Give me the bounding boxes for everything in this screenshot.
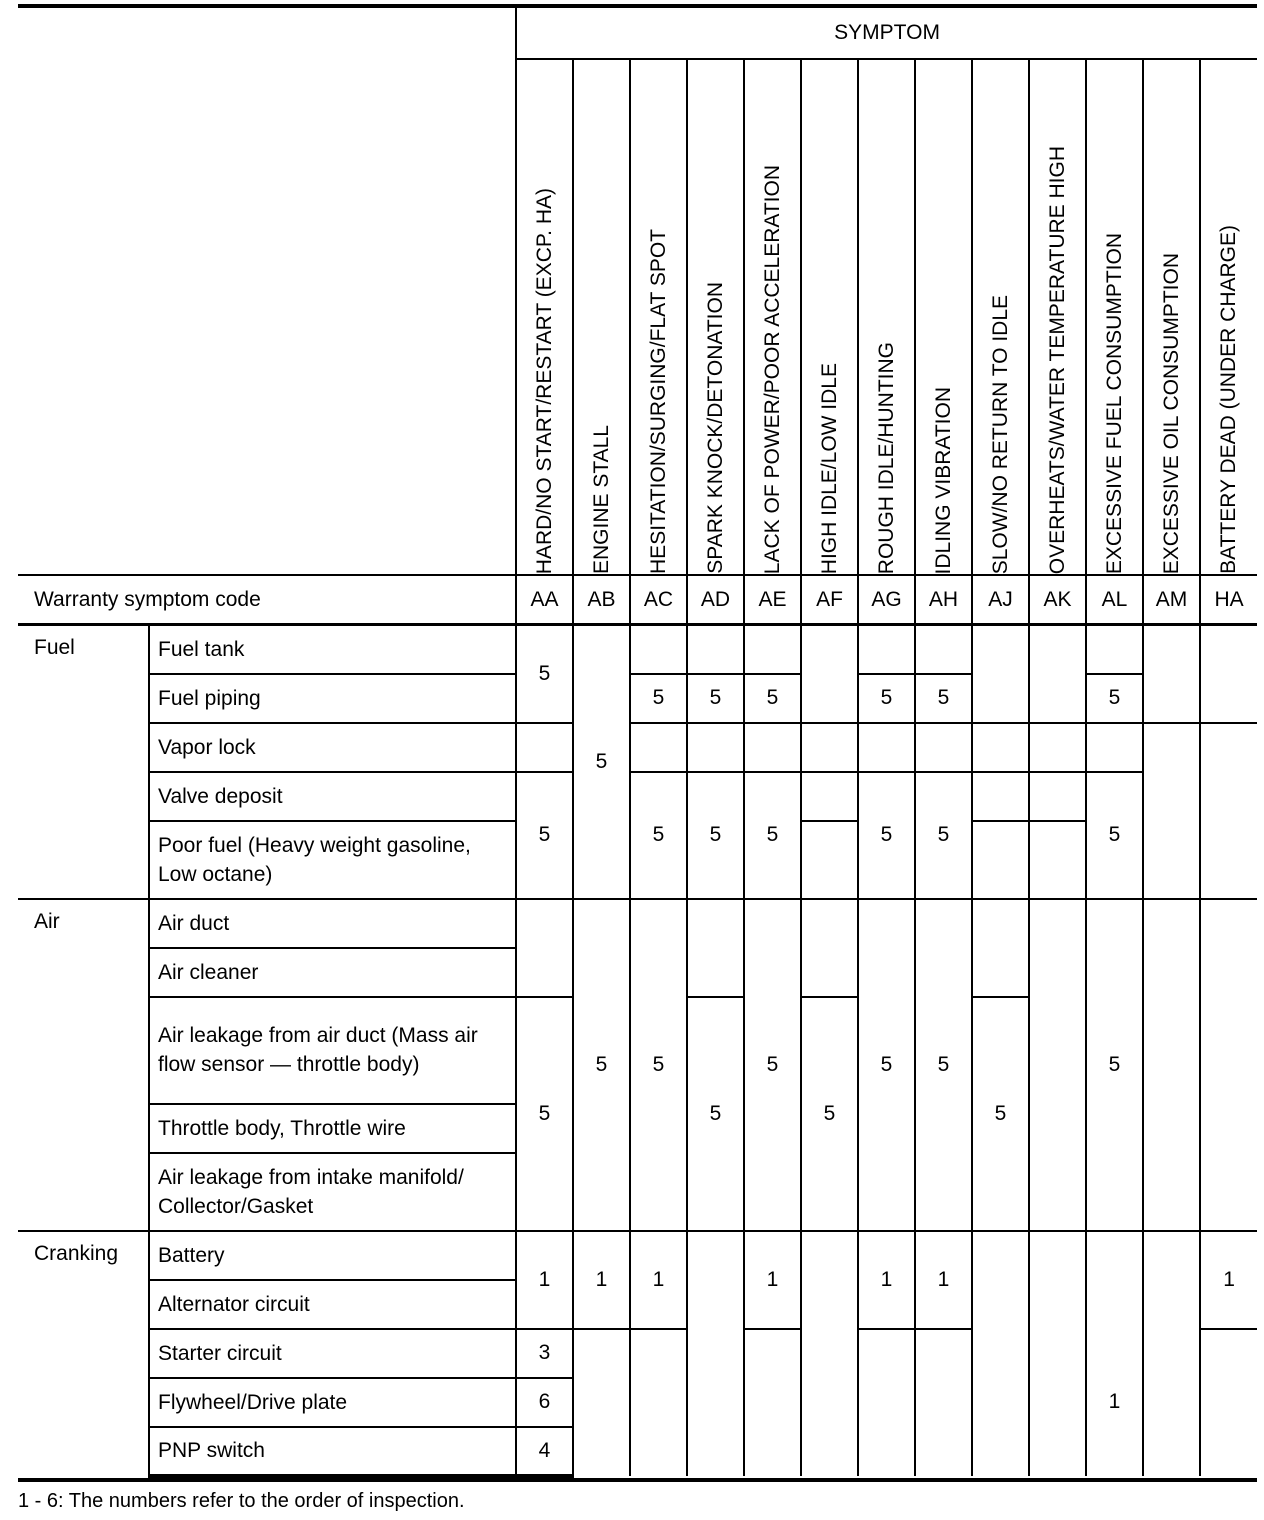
table-cell (1143, 625, 1200, 723)
table-cell (1029, 723, 1086, 772)
symptom-code: AF (801, 575, 858, 625)
table-cell (744, 625, 801, 674)
symptom-header: HARD/NO START/RESTART (EXCP. HA) (516, 59, 573, 575)
table-cell (1029, 625, 1086, 723)
table-cell: 1 (1086, 1329, 1143, 1476)
table-cell: 5 (516, 997, 573, 1231)
group-label-air: Air (18, 899, 149, 1231)
table-cell: 5 (801, 997, 858, 1231)
table-cell (687, 899, 744, 997)
table-cell (801, 1231, 858, 1476)
table-cell: 1 (858, 1231, 915, 1329)
table-cell (744, 1329, 801, 1476)
table-cell: 6 (516, 1378, 573, 1427)
table-cell (801, 772, 858, 821)
symptom-header: HESITATION/SURGING/FLAT SPOT (630, 59, 687, 575)
table-cell (972, 625, 1029, 723)
table-cell (744, 723, 801, 772)
table-cell (1200, 625, 1257, 723)
table-cell (1200, 1329, 1257, 1476)
table-cell (516, 723, 573, 772)
symptom-matrix-table (18, 4, 1257, 1482)
table-cell (1200, 723, 1257, 899)
table-row-label: Starter circuit (149, 1329, 516, 1378)
table-cell: 5 (915, 772, 972, 899)
table-cell: 5 (687, 674, 744, 723)
table-cell (516, 899, 573, 997)
symptom-code: AB (573, 575, 630, 625)
group-label-fuel: Fuel (34, 636, 75, 659)
table-cell (972, 821, 1029, 899)
symptom-header: EXCESSIVE OIL CONSUMPTION (1143, 59, 1200, 575)
table-cell (858, 625, 915, 674)
table-cell: 5 (630, 899, 687, 1231)
symptom-code: AE (744, 575, 801, 625)
table-cell (630, 625, 687, 674)
table-cell: 5 (1086, 772, 1143, 899)
table-cell: 5 (630, 772, 687, 899)
table-cell (858, 723, 915, 772)
table-cell: 1 (516, 1231, 573, 1329)
table-row-label: Air leakage from intake manifold/ Collector/Gasket (149, 1153, 516, 1231)
blank-corner (18, 6, 516, 575)
table-cell: 1 (915, 1231, 972, 1329)
table-row-label: Battery (149, 1231, 516, 1280)
table-cell (972, 772, 1029, 821)
table-cell: 5 (858, 772, 915, 899)
table-cell: 1 (1200, 1231, 1257, 1329)
symptom-header: OVERHEATS/WATER TEMPERATURE HIGH (1029, 59, 1086, 575)
table-cell (1143, 723, 1200, 899)
table-row-label: PNP switch (149, 1427, 516, 1476)
table-row-label: Air leakage from air duct (Mass air flow sensor — throttle body) (149, 997, 516, 1104)
table-cell (1029, 899, 1086, 1231)
table-cell (801, 899, 858, 997)
table-cell: 1 (573, 1231, 630, 1329)
table-cell (687, 1231, 744, 1476)
table-cell: 5 (915, 899, 972, 1231)
symptom-code: AL (1086, 575, 1143, 625)
table-cell (1029, 821, 1086, 899)
table-row-label: Air duct (149, 899, 516, 948)
table-cell (1086, 723, 1143, 772)
table-cell: 5 (744, 772, 801, 899)
table-cell: 5 (630, 674, 687, 723)
table-cell (630, 1329, 687, 1476)
table-row-label: Valve deposit (149, 772, 516, 821)
symptom-code: AC (630, 575, 687, 625)
symptom-code: AK (1029, 575, 1086, 625)
table-cell (915, 625, 972, 674)
table-cell (573, 1329, 630, 1476)
table-cell (1029, 1231, 1086, 1476)
group-label-cranking: Cranking (18, 1231, 149, 1476)
table-row-label: Vapor lock (149, 723, 516, 772)
symptom-header: SLOW/NO RETURN TO IDLE (972, 59, 1029, 575)
table-cell: 5 (972, 997, 1029, 1231)
table-cell: 5 (516, 772, 573, 899)
table-cell (801, 625, 858, 723)
table-cell (915, 723, 972, 772)
footnote: 1 - 6: The numbers refer to the order of inspection. (18, 1490, 465, 1512)
symptom-code: AG (858, 575, 915, 625)
table-cell (687, 625, 744, 674)
symptom-code: AM (1143, 575, 1200, 625)
warranty-code-label: Warranty symptom code (18, 575, 516, 625)
table-row-label: Fuel piping (149, 674, 516, 723)
table-cell (801, 723, 858, 772)
table-cell (801, 821, 858, 899)
table-cell: 5 (573, 899, 630, 1231)
table-cell: 1 (630, 1231, 687, 1329)
table-cell: 5 (1086, 899, 1143, 1231)
symptom-header: SPARK KNOCK/DETONATION (687, 59, 744, 575)
symptom-header: IDLING VIBRATION (915, 59, 972, 575)
table-cell: 5 (858, 674, 915, 723)
table-row-label: Flywheel/Drive plate (149, 1378, 516, 1427)
table-cell: 5 (744, 899, 801, 1231)
symptom-header: EXCESSIVE FUEL CONSUMPTION (1086, 59, 1143, 575)
table-cell: 5 (858, 899, 915, 1231)
table-cell: 5 (687, 772, 744, 899)
table-cell: 5 (687, 997, 744, 1231)
table-cell: 4 (516, 1427, 573, 1476)
table-row-label: Poor fuel (Heavy weight gasoline, Low octane) (149, 821, 516, 899)
table-cell: 5 (915, 674, 972, 723)
table-cell (1143, 899, 1200, 1231)
table-row-label: Air cleaner (149, 948, 516, 997)
table-cell (1143, 1231, 1200, 1476)
symptom-header: ENGINE STALL (573, 59, 630, 575)
table-cell (687, 723, 744, 772)
table-cell: 3 (516, 1329, 573, 1378)
table-cell: 5 (744, 674, 801, 723)
symptom-header: BATTERY DEAD (UNDER CHARGE) (1200, 59, 1257, 575)
table-row-label: Alternator circuit (149, 1280, 516, 1329)
table-cell (972, 899, 1029, 997)
table-cell (972, 723, 1029, 772)
table-cell: 5 (516, 625, 573, 723)
symptom-code: AA (516, 575, 573, 625)
symptom-title: SYMPTOM (516, 6, 1257, 59)
table-cell (972, 1231, 1029, 1476)
table-cell (1086, 625, 1143, 674)
table-cell (630, 723, 687, 772)
table-cell (915, 1329, 972, 1476)
table-cell (1086, 1231, 1143, 1329)
symptom-code: HA (1200, 575, 1257, 625)
symptom-header: ROUGH IDLE/HUNTING (858, 59, 915, 575)
table-cell (1200, 899, 1257, 1231)
table-row-label: Fuel tank (149, 625, 516, 674)
table-bottom-rule (18, 1476, 1257, 1480)
symptom-header: HIGH IDLE/LOW IDLE (801, 59, 858, 575)
table-cell: 5 (1086, 674, 1143, 723)
table-cell (858, 1329, 915, 1476)
symptom-code: AH (915, 575, 972, 625)
table-row-label: Throttle body, Throttle wire (149, 1104, 516, 1153)
symptom-header: LACK OF POWER/POOR ACCELERATION (744, 59, 801, 575)
symptom-code: AD (687, 575, 744, 625)
table-cell: 5 (573, 625, 630, 899)
table-cell: 1 (744, 1231, 801, 1329)
table-cell (1029, 772, 1086, 821)
symptom-code: AJ (972, 575, 1029, 625)
